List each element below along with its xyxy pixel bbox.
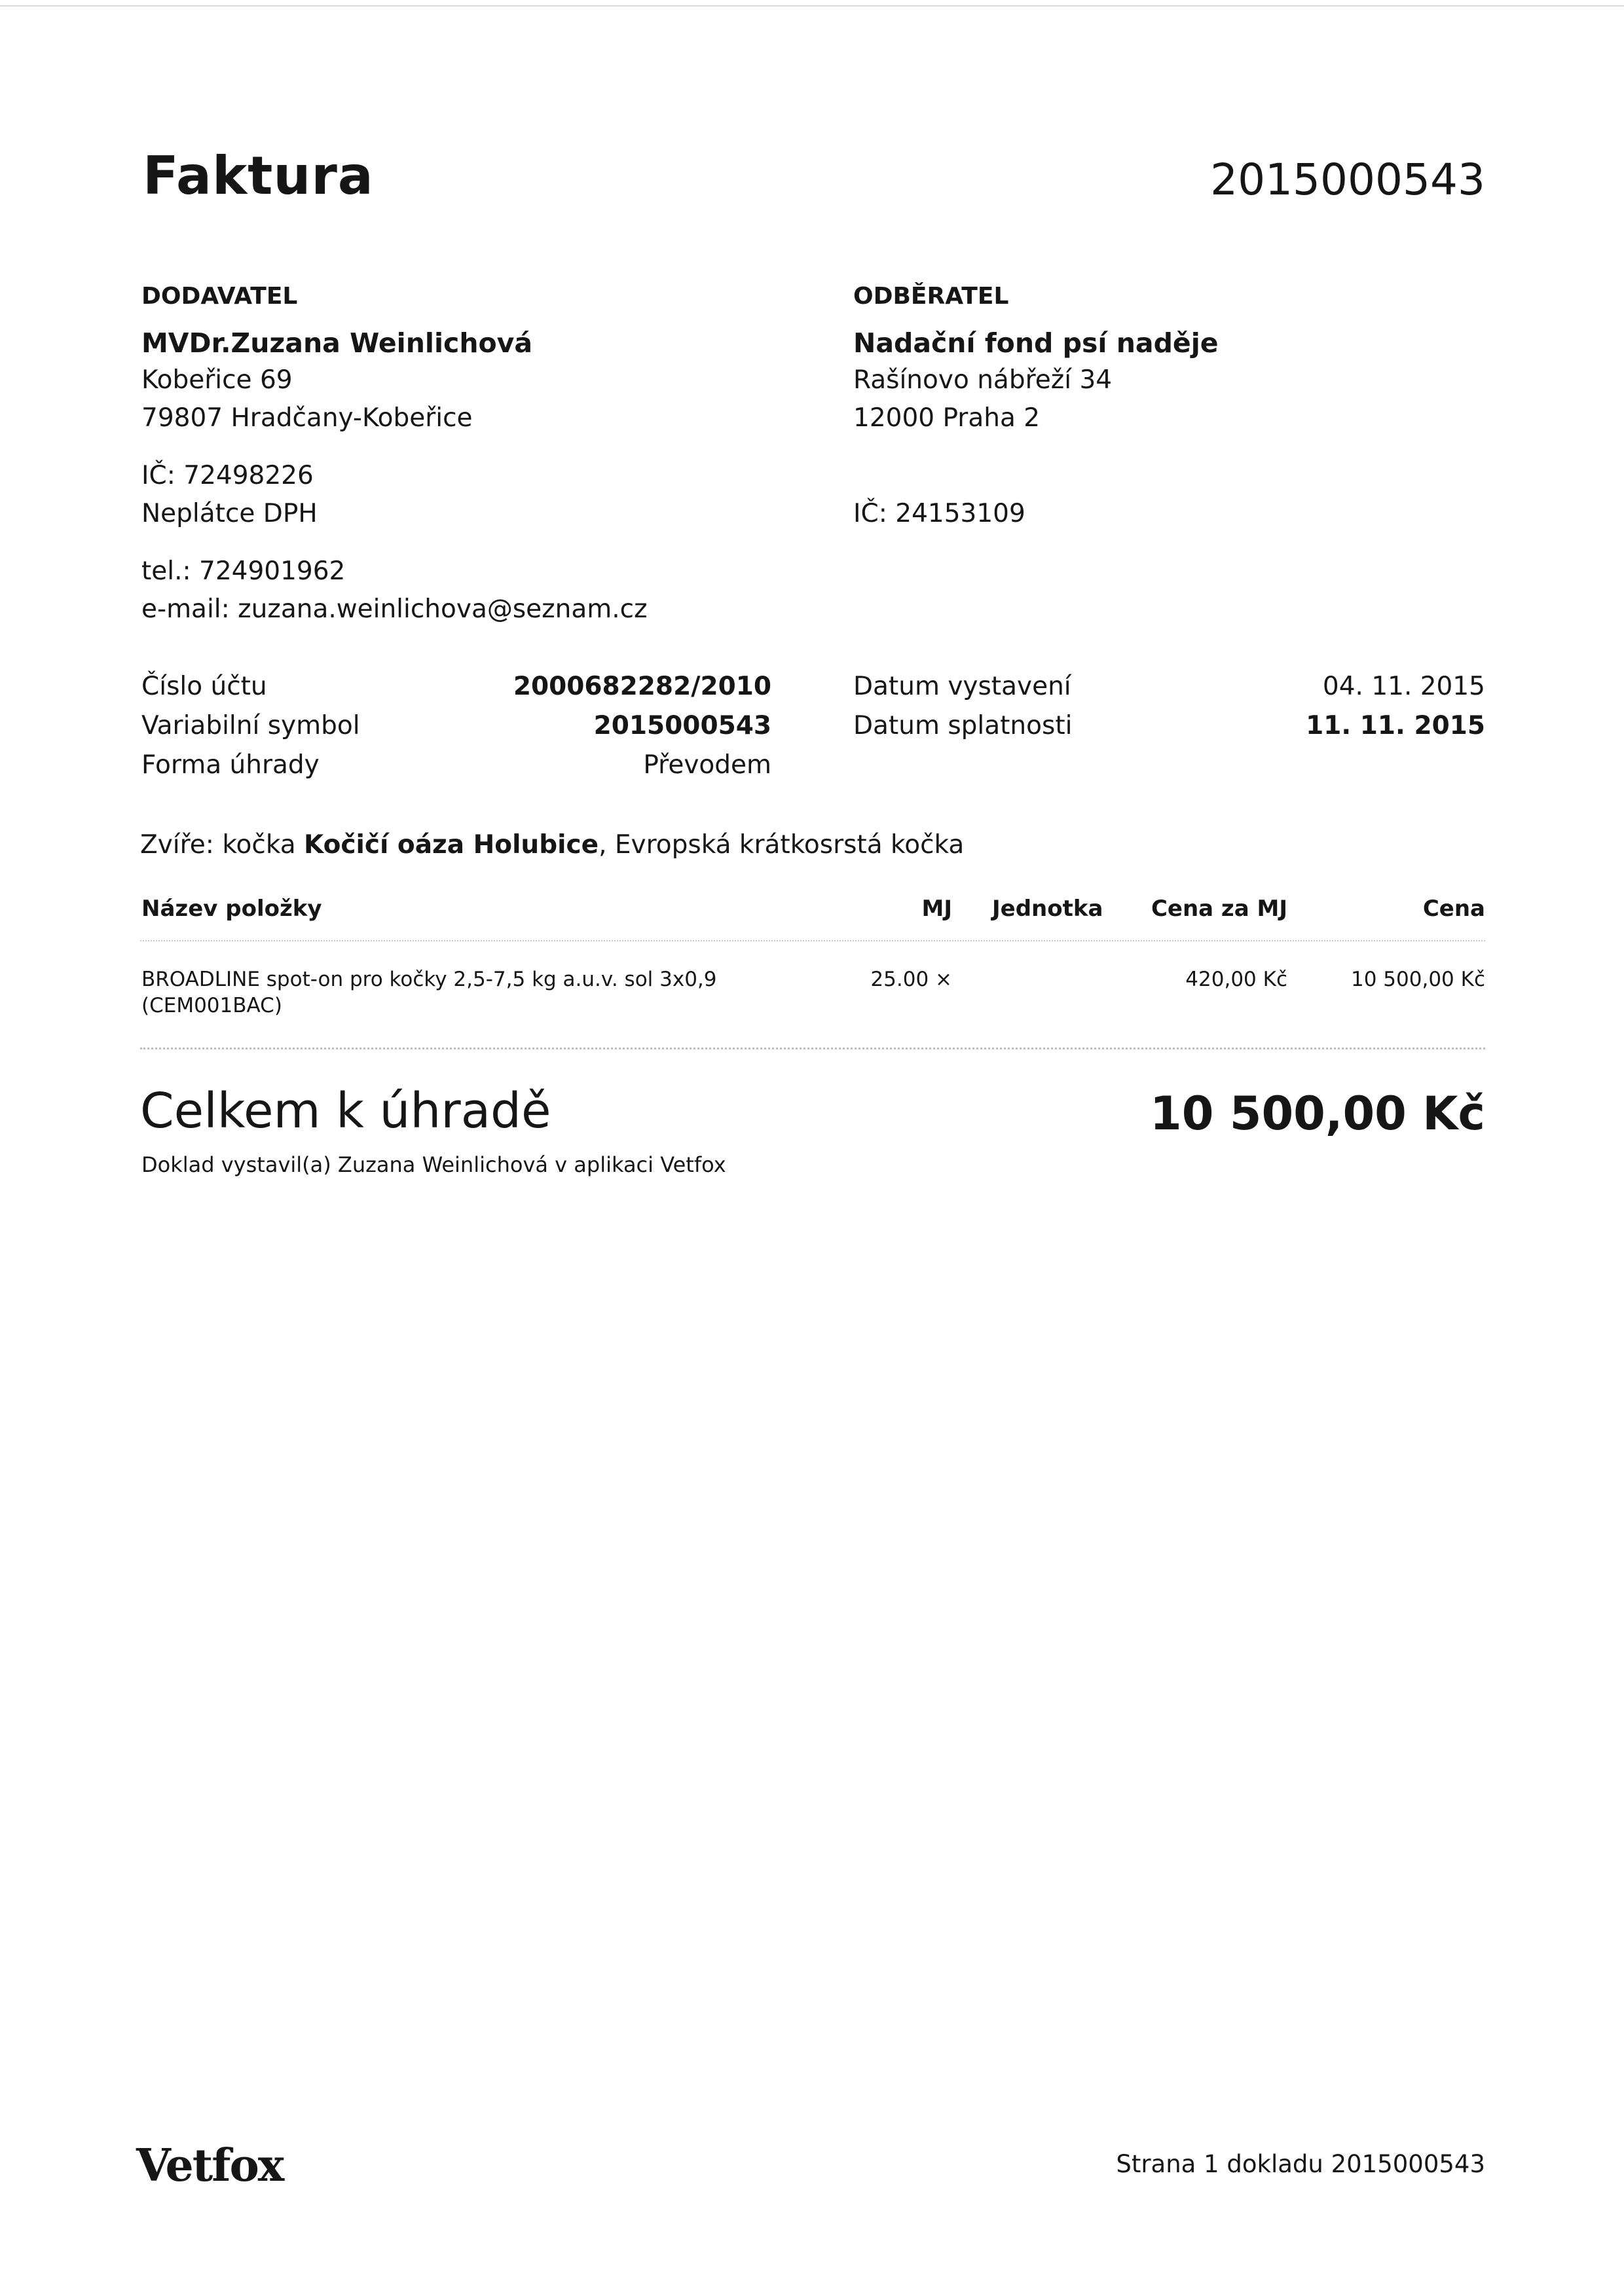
total-label: Celkem k úhradě bbox=[140, 1083, 551, 1139]
col-header-price: Cena bbox=[1422, 896, 1485, 922]
due-date-value: 11. 11. 2015 bbox=[1306, 711, 1485, 740]
table-header-divider bbox=[140, 940, 1485, 941]
table-bottom-divider bbox=[140, 1048, 1485, 1049]
item-price: 10 500,00 Kč bbox=[1351, 968, 1485, 991]
supplier-name: MVDr.Zuzana Weinlichová bbox=[141, 327, 533, 359]
document-number: 2015000543 bbox=[1210, 155, 1485, 205]
issue-date-label: Datum vystavení bbox=[853, 672, 1071, 701]
supplier-vat-status: Neplátce DPH bbox=[141, 499, 318, 528]
issue-date-value: 04. 11. 2015 bbox=[1322, 672, 1485, 701]
item-code: (CEM001BAC) bbox=[141, 994, 282, 1017]
supplier-city: 79807 Hradčany-Kobeřice bbox=[141, 403, 473, 433]
vetfox-logo: Vetfox bbox=[136, 2140, 284, 2192]
variable-symbol-value: 2015000543 bbox=[593, 711, 771, 740]
due-date-label: Datum splatnosti bbox=[853, 711, 1073, 740]
issuer-note: Doklad vystavil(a) Zuzana Weinlichová v aplikaci Vetfox bbox=[141, 1152, 726, 1177]
supplier-heading: DODAVATEL bbox=[141, 283, 298, 310]
customer-name: Nadační fond psí naděje bbox=[853, 327, 1219, 359]
col-header-name: Název položky bbox=[141, 896, 322, 922]
customer-city: 12000 Praha 2 bbox=[853, 403, 1041, 433]
supplier-ic: IČ: 72498226 bbox=[141, 461, 314, 490]
page-info: Strana 1 dokladu 2015000543 bbox=[1116, 2150, 1485, 2178]
animal-prefix: Zvíře: kočka bbox=[140, 830, 304, 860]
supplier-phone: tel.: 724901962 bbox=[141, 556, 346, 586]
item-name: BROADLINE spot-on pro kočky 2,5-7,5 kg a.u.v. sol 3x0,9 bbox=[141, 968, 717, 991]
supplier-street: Kobeřice 69 bbox=[141, 365, 293, 395]
payment-method-label: Forma úhrady bbox=[141, 750, 320, 780]
variable-symbol-label: Variabilní symbol bbox=[141, 711, 360, 740]
col-header-unit: Jednotka bbox=[992, 896, 1103, 922]
document-title: Faktura bbox=[143, 145, 374, 206]
item-unit-price: 420,00 Kč bbox=[1185, 968, 1287, 991]
animal-breed: , Evropská krátkosrstá kočka bbox=[599, 830, 965, 860]
account-label: Číslo účtu bbox=[141, 672, 267, 701]
animal-line bbox=[140, 826, 964, 864]
account-value: 2000682282/2010 bbox=[513, 672, 771, 701]
item-qty: 25.00 × bbox=[870, 968, 952, 991]
total-value: 10 500,00 Kč bbox=[1149, 1087, 1485, 1140]
customer-street: Rašínovo nábřeží 34 bbox=[853, 365, 1113, 395]
supplier-email: e-mail: zuzana.weinlichova@seznam.cz bbox=[141, 594, 648, 624]
customer-heading: ODBĚRATEL bbox=[853, 283, 1009, 310]
col-header-qty: MJ bbox=[921, 896, 952, 922]
scan-top-edge bbox=[0, 5, 1624, 7]
col-header-unit-price: Cena za MJ bbox=[1151, 896, 1287, 922]
animal-name: Kočičí oáza Holubice bbox=[304, 830, 599, 860]
customer-ic: IČ: 24153109 bbox=[853, 499, 1025, 528]
payment-method-value: Převodem bbox=[643, 750, 771, 780]
